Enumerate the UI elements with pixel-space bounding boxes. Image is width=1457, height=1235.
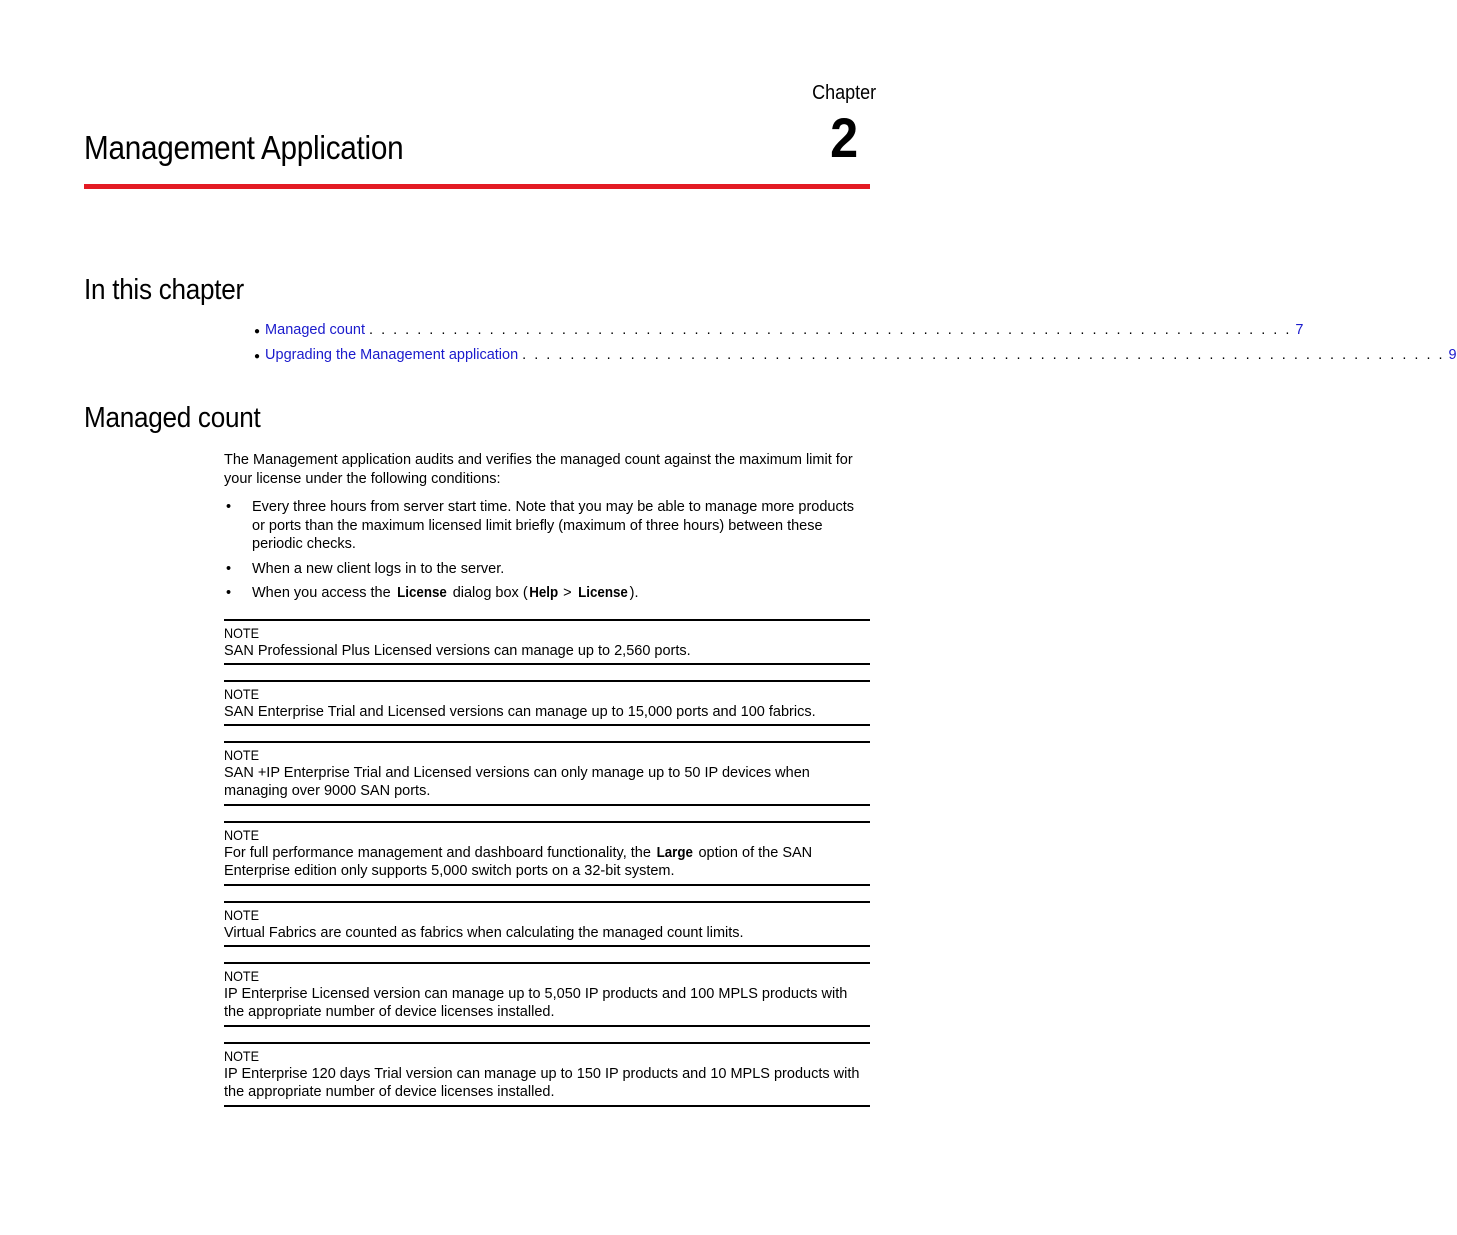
conditions-list [224, 498, 870, 609]
note-label: NOTE [224, 968, 260, 984]
toc-page-number[interactable]: 9 [1448, 347, 1457, 363]
list-item-text: When a new client logs in to the server. [252, 560, 505, 577]
ui-term-license: License [577, 585, 628, 601]
bullet-icon: ● [254, 326, 261, 337]
list-item [224, 498, 870, 554]
text-run: dialog box ( [448, 585, 528, 601]
note-label: NOTE [224, 625, 260, 641]
note-box [224, 962, 870, 1027]
managed-count-heading: Managed count [84, 402, 261, 434]
note-label: NOTE [224, 907, 260, 923]
text-run: > [559, 585, 576, 601]
list-item-text: Every three hours from server start time. Note that you may be able to manage more products or ports than the maximum licensed limit briefly (maximum of three hours) between these periodic checks. [252, 499, 855, 552]
toc-list [254, 322, 1457, 372]
ui-term-license: License [396, 585, 447, 601]
note-label: NOTE [224, 1048, 260, 1064]
toc-page-number[interactable]: 7 [1295, 322, 1304, 338]
bullet-icon: • [226, 560, 232, 577]
text-run: When you access the [252, 585, 395, 601]
intro-paragraph: The Management application audits and verifies the managed count against the maximum limit for your license under the following conditions: [224, 452, 853, 487]
list-item-text [252, 585, 638, 601]
note-label: NOTE [224, 827, 260, 843]
toc-heading: In this chapter [84, 274, 244, 306]
note-box [224, 1042, 870, 1107]
ui-term-large: Large [656, 845, 693, 861]
note-text: IP Enterprise 120 days Trial version can manage up to 150 IP products and 10 MPLS products with the appropriate number of device licenses installed. [224, 1066, 860, 1100]
note-box [224, 821, 870, 886]
chapter-title: Management Application [84, 129, 404, 166]
note-text: Virtual Fabrics are counted as fabrics when calculating the managed count limits. [224, 925, 744, 941]
bullet-icon: • [226, 585, 232, 601]
note-label: NOTE [224, 747, 260, 763]
note-box [224, 901, 870, 947]
note-box [224, 619, 870, 665]
note-text: SAN +IP Enterprise Trial and Licensed versions can only manage up to 50 IP devices when managing over 9000 SAN ports. [224, 765, 810, 799]
bullet-icon: • [226, 499, 232, 515]
bullet-icon: ● [254, 351, 261, 362]
toc-link-managed-count[interactable]: Managed count [265, 322, 366, 338]
text-run: option of the SAN Enterprise edition only supports 5,000 switch ports on a 32-bit system. [224, 845, 813, 879]
ui-term-help: Help [528, 585, 558, 601]
note-box [224, 741, 870, 806]
text-run: ). [629, 585, 639, 601]
toc-item[interactable] [254, 322, 1304, 347]
note-text: SAN Enterprise Trial and Licensed versions can manage up to 15,000 ports and 100 fabrics. [224, 704, 816, 720]
note-box [224, 680, 870, 726]
list-item [224, 560, 870, 579]
note-label: NOTE [224, 686, 260, 702]
chapter-label: Chapter [811, 82, 876, 104]
note-text: SAN Professional Plus Licensed versions can manage up to 2,560 ports. [224, 643, 691, 659]
note-text [224, 845, 812, 879]
chapter-number: 2 [829, 106, 858, 169]
toc-leader-dots: . . . . . . . . . . . . . . . . . . . . . . . . . . . . . . . . . . . . . . . . . . . . . . . . . . . . . . . . . . . . . . . . . . . . . . . . . . . . . [522, 347, 1445, 363]
toc-item[interactable] [254, 347, 1457, 372]
text-run: For full performance management and dashboard functionality, the [224, 845, 655, 861]
title-rule [84, 184, 870, 189]
toc-leader-dots: . . . . . . . . . . . . . . . . . . . . . . . . . . . . . . . . . . . . . . . . . . . . . . . . . . . . . . . . . . . . . . . . . . . . . . . . . . . . . [369, 322, 1292, 338]
list-item [224, 584, 870, 603]
toc-link-upgrading[interactable]: Upgrading the Management application [265, 347, 519, 363]
note-text: IP Enterprise Licensed version can manage up to 5,050 IP products and 100 MPLS products with the appropriate number of device licenses installed. [224, 986, 848, 1020]
